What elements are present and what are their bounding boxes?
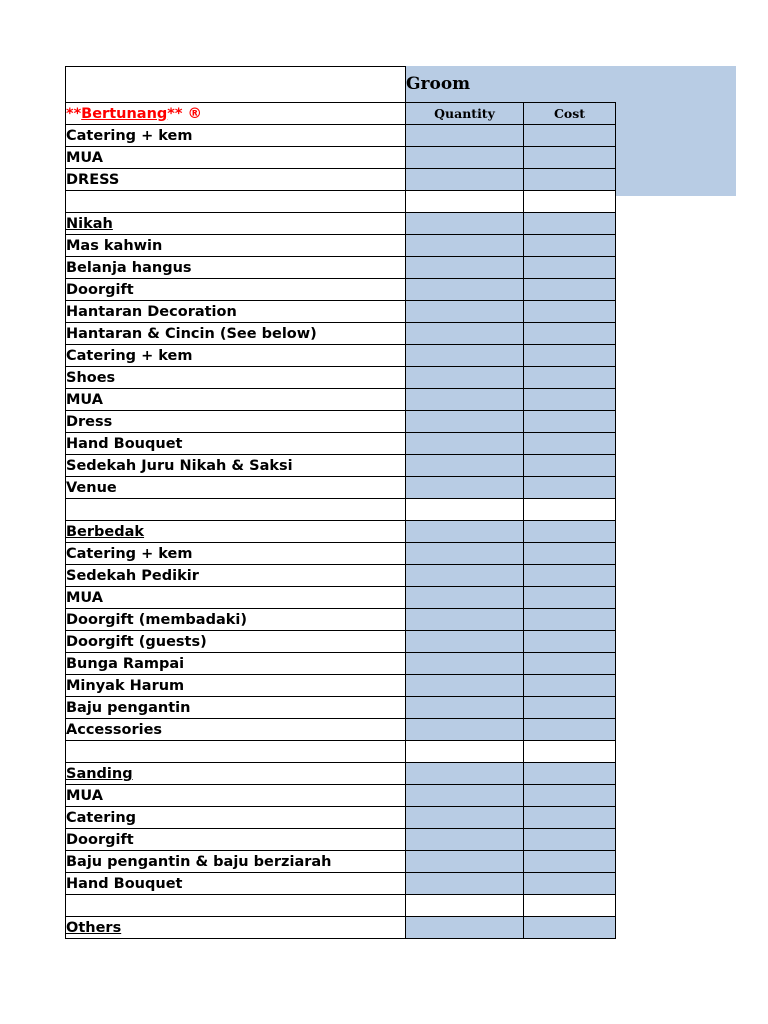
item-row — [66, 301, 616, 323]
cost-cell[interactable] — [524, 411, 616, 433]
quantity-cell[interactable] — [406, 719, 524, 741]
quantity-cell[interactable] — [406, 763, 524, 785]
budget-spreadsheet — [65, 66, 616, 939]
quantity-cell[interactable] — [406, 543, 524, 565]
quantity-cell[interactable] — [406, 917, 524, 939]
item-row — [66, 411, 616, 433]
cost-cell[interactable] — [524, 609, 616, 631]
item-row — [66, 389, 616, 411]
item-row — [66, 169, 616, 191]
quantity-cell[interactable] — [406, 279, 524, 301]
cost-cell[interactable] — [524, 125, 616, 147]
quantity-cell[interactable] — [406, 389, 524, 411]
cost-cell[interactable] — [524, 829, 616, 851]
item-label[interactable]: Catering + kem — [66, 125, 406, 147]
cost-cell[interactable] — [524, 389, 616, 411]
cost-cell[interactable] — [524, 147, 616, 169]
quantity-cell[interactable] — [406, 565, 524, 587]
item-label[interactable]: DRESS — [66, 169, 406, 191]
cost-cell[interactable] — [524, 873, 616, 895]
cost-cell[interactable] — [524, 455, 616, 477]
cost-cell[interactable] — [524, 917, 616, 939]
cost-cell[interactable] — [524, 763, 616, 785]
cost-cell[interactable] — [524, 697, 616, 719]
item-label[interactable]: Baju pengantin & baju berziarah — [66, 851, 406, 873]
quantity-cell[interactable] — [406, 741, 524, 763]
quantity-cell[interactable] — [406, 499, 524, 521]
quantity-cell[interactable] — [406, 521, 524, 543]
spacer-row — [66, 895, 616, 917]
quantity-cell[interactable] — [406, 213, 524, 235]
cost-cell[interactable] — [524, 301, 616, 323]
item-row — [66, 323, 616, 345]
item-row — [66, 367, 616, 389]
quantity-cell[interactable] — [406, 301, 524, 323]
cost-cell[interactable] — [524, 213, 616, 235]
item-row — [66, 719, 616, 741]
section-label-berbedak[interactable] — [66, 521, 406, 543]
cost-cell[interactable] — [524, 895, 616, 917]
quantity-cell[interactable] — [406, 191, 524, 213]
cost-cell[interactable] — [524, 543, 616, 565]
item-row — [66, 697, 616, 719]
item-label[interactable]: Dress — [66, 411, 406, 433]
quantity-cell[interactable] — [406, 807, 524, 829]
item-label[interactable]: MUA — [66, 785, 406, 807]
section-label-nikah[interactable] — [66, 213, 406, 235]
cost-header[interactable]: Cost — [524, 103, 616, 125]
item-label[interactable]: Doorgift (guests) — [66, 631, 406, 653]
item-row — [66, 807, 616, 829]
cost-cell[interactable] — [524, 653, 616, 675]
section-title: Berbedak — [66, 524, 145, 540]
item-label[interactable]: Doorgift — [66, 279, 406, 301]
quantity-cell[interactable] — [406, 653, 524, 675]
item-label[interactable]: Hand Bouquet — [66, 433, 406, 455]
item-row — [66, 147, 616, 169]
quantity-cell[interactable] — [406, 147, 524, 169]
cost-cell[interactable] — [524, 323, 616, 345]
item-label[interactable]: Accessories — [66, 719, 406, 741]
section-title: Others — [66, 920, 122, 936]
item-label[interactable]: Sedekah Pedikir — [66, 565, 406, 587]
cost-cell[interactable] — [524, 851, 616, 873]
section-header-row — [66, 917, 616, 939]
quantity-cell[interactable] — [406, 411, 524, 433]
bertunang-header-row — [66, 103, 616, 125]
item-row — [66, 653, 616, 675]
cost-cell[interactable] — [524, 631, 616, 653]
item-row — [66, 235, 616, 257]
cost-cell[interactable] — [524, 587, 616, 609]
item-row — [66, 125, 616, 147]
item-row — [66, 587, 616, 609]
spacer-row — [66, 499, 616, 521]
item-row — [66, 631, 616, 653]
section-header-row — [66, 763, 616, 785]
item-row — [66, 851, 616, 873]
section-label-bertunang[interactable] — [66, 103, 406, 125]
cost-cell[interactable] — [524, 169, 616, 191]
cost-cell[interactable] — [524, 675, 616, 697]
empty-label-cell[interactable] — [66, 191, 406, 213]
cost-cell[interactable] — [524, 785, 616, 807]
item-row — [66, 257, 616, 279]
cost-cell[interactable] — [524, 279, 616, 301]
cost-cell[interactable] — [524, 345, 616, 367]
cost-cell[interactable] — [524, 719, 616, 741]
section-title: Nikah — [66, 216, 113, 232]
quantity-cell[interactable] — [406, 609, 524, 631]
item-label[interactable]: Sedekah Juru Nikah & Saksi — [66, 455, 406, 477]
quantity-cell[interactable] — [406, 323, 524, 345]
item-label[interactable]: MUA — [66, 587, 406, 609]
empty-label-cell[interactable] — [66, 499, 406, 521]
quantity-cell[interactable] — [406, 367, 524, 389]
cost-cell[interactable] — [524, 367, 616, 389]
quantity-cell[interactable] — [406, 345, 524, 367]
cost-cell[interactable] — [524, 741, 616, 763]
item-label[interactable]: Belanja hangus — [66, 257, 406, 279]
quantity-cell[interactable] — [406, 477, 524, 499]
quantity-cell[interactable] — [406, 675, 524, 697]
spacer-row — [66, 741, 616, 763]
spacer-row — [66, 191, 616, 213]
quantity-cell[interactable] — [406, 829, 524, 851]
label-cell[interactable] — [66, 67, 406, 103]
item-label[interactable]: Shoes — [66, 367, 406, 389]
quantity-cell[interactable] — [406, 873, 524, 895]
quantity-cell[interactable] — [406, 697, 524, 719]
cost-cell[interactable] — [524, 433, 616, 455]
item-label[interactable]: Catering + kem — [66, 543, 406, 565]
cost-cell[interactable] — [524, 235, 616, 257]
quantity-cell[interactable] — [406, 455, 524, 477]
cost-cell[interactable] — [524, 477, 616, 499]
section-label-sanding[interactable] — [66, 763, 406, 785]
empty-label-cell[interactable] — [66, 895, 406, 917]
item-label[interactable]: Catering + kem — [66, 345, 406, 367]
item-row — [66, 785, 616, 807]
item-label[interactable]: Mas kahwin — [66, 235, 406, 257]
item-row — [66, 873, 616, 895]
section-header-row — [66, 521, 616, 543]
item-row — [66, 455, 616, 477]
item-label[interactable]: Minyak Harum — [66, 675, 406, 697]
item-label[interactable]: Hand Bouquet — [66, 873, 406, 895]
quantity-cell[interactable] — [406, 257, 524, 279]
item-row — [66, 543, 616, 565]
title-row — [66, 67, 616, 103]
quantity-cell[interactable] — [406, 851, 524, 873]
section-header-row — [66, 213, 616, 235]
empty-label-cell[interactable] — [66, 741, 406, 763]
item-row — [66, 477, 616, 499]
section-label-others[interactable] — [66, 917, 406, 939]
bertunang-prefix: ** — [66, 106, 82, 122]
quantity-header[interactable]: Quantity — [406, 103, 524, 125]
item-row — [66, 433, 616, 455]
item-label[interactable]: Doorgift — [66, 829, 406, 851]
cost-cell[interactable] — [524, 807, 616, 829]
item-label[interactable]: Hantaran Decoration — [66, 301, 406, 323]
quantity-cell[interactable] — [406, 433, 524, 455]
item-label[interactable]: Hantaran & Cincin (See below) — [66, 323, 406, 345]
item-row — [66, 829, 616, 851]
item-label[interactable]: MUA — [66, 389, 406, 411]
item-label[interactable]: Catering — [66, 807, 406, 829]
quantity-cell[interactable] — [406, 895, 524, 917]
item-label[interactable]: Baju pengantin — [66, 697, 406, 719]
quantity-cell[interactable] — [406, 631, 524, 653]
item-row — [66, 565, 616, 587]
quantity-cell[interactable] — [406, 785, 524, 807]
cost-cell[interactable] — [524, 521, 616, 543]
item-row — [66, 279, 616, 301]
quantity-cell[interactable] — [406, 169, 524, 191]
cost-cell[interactable] — [524, 565, 616, 587]
quantity-cell[interactable] — [406, 235, 524, 257]
cost-cell[interactable] — [524, 191, 616, 213]
item-row — [66, 345, 616, 367]
cost-cell[interactable] — [524, 257, 616, 279]
item-label[interactable]: MUA — [66, 147, 406, 169]
item-row — [66, 675, 616, 697]
quantity-cell[interactable] — [406, 587, 524, 609]
item-label[interactable]: Bunga Rampai — [66, 653, 406, 675]
item-label[interactable]: Venue — [66, 477, 406, 499]
item-label[interactable]: Doorgift (membadaki) — [66, 609, 406, 631]
bertunang-suffix: ** ® — [167, 106, 202, 122]
bertunang-title: Bertunang — [81, 106, 168, 122]
section-title: Sanding — [66, 766, 133, 782]
groom-header[interactable]: Groom — [406, 67, 616, 103]
cost-cell[interactable] — [524, 499, 616, 521]
item-row — [66, 609, 616, 631]
quantity-cell[interactable] — [406, 125, 524, 147]
